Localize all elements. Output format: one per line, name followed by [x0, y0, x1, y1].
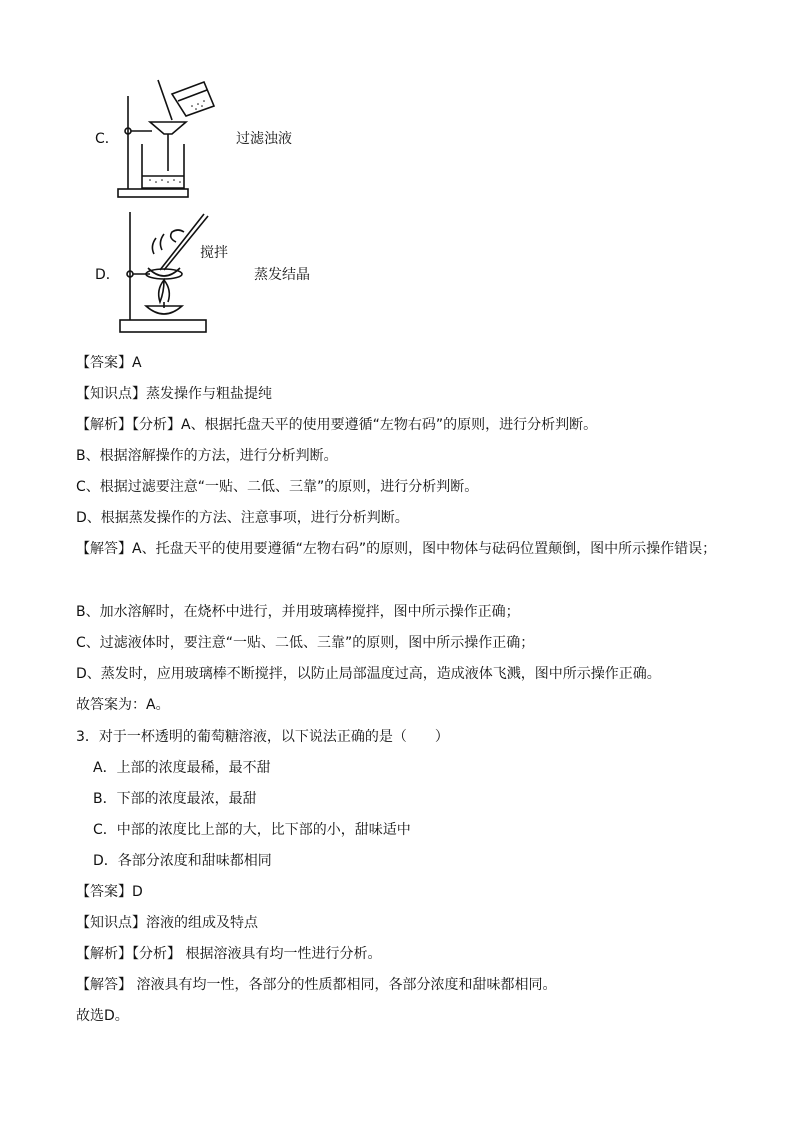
q2-analysis-a: 【解析】【分析】A、根据托盘天平的使用要遵循“左物右码”的原则，进行分析判断。 [76, 417, 598, 433]
stir-annotation: 搅拌 [200, 245, 228, 261]
q3-analysis: 【解析】【分析】 根据溶液具有均一性进行分析。 [76, 946, 382, 962]
q2-solution-b: B、加水溶解时，在烧杯中进行，并用玻璃棒搅拌，图中所示操作正确； [76, 604, 520, 620]
q3-answer: 【答案】D [76, 884, 143, 900]
q3-option-a: A．上部的浓度最稀，最不甜 [93, 760, 271, 776]
filtration-apparatus-illustration [112, 76, 222, 201]
figure-d-label: D． [95, 267, 120, 283]
q2-solution-d: D、蒸发时，应用玻璃棒不断搅拌，以防止局部温度过高，造成液体飞溅，图中所示操作正确。 [76, 666, 661, 682]
evaporation-apparatus-illustration [116, 208, 216, 338]
q3-option-b: B．下部的浓度最浓，最甜 [93, 791, 257, 807]
q2-analysis-b: B、根据溶解操作的方法，进行分析判断。 [76, 448, 338, 464]
q2-conclusion: 故答案为：A。 [76, 697, 170, 713]
figure-c-label: C． [95, 131, 119, 147]
figure-c-caption: 过滤浊液 [236, 131, 292, 147]
q2-solution-a: 【解答】A、托盘天平的使用要遵循“左物右码”的原则，图中物体与砝码位置颠倒，图中所示操作错误； [76, 541, 717, 557]
q2-analysis-c: C、根据过滤要注意“一贴、二低、三靠”的原则，进行分析判断。 [76, 479, 479, 495]
q3-conclusion: 故选D。 [76, 1008, 129, 1024]
q3-option-d: D．各部分浓度和甜味都相同 [93, 853, 272, 869]
q2-answer: 【答案】A [76, 355, 142, 371]
q3-stem: 3．对于一杯透明的葡萄糖溶液，以下说法正确的是（ ） [76, 729, 449, 745]
q3-solution: 【解答】 溶液具有均一性，各部分的性质都相同，各部分浓度和甜味都相同。 [76, 977, 557, 993]
q3-option-c: C．中部的浓度比上部的大，比下部的小，甜味适中 [93, 822, 411, 838]
q3-knowledge-point: 【知识点】溶液的组成及特点 [76, 915, 258, 931]
q2-solution-c: C、过滤液体时，要注意“一贴、二低、三靠”的原则，图中所示操作正确； [76, 635, 535, 651]
q2-knowledge-point: 【知识点】蒸发操作与粗盐提纯 [76, 386, 272, 402]
figure-d-caption: 蒸发结晶 [254, 267, 310, 283]
q2-analysis-d: D、根据蒸发操作的方法、注意事项，进行分析判断。 [76, 510, 409, 526]
